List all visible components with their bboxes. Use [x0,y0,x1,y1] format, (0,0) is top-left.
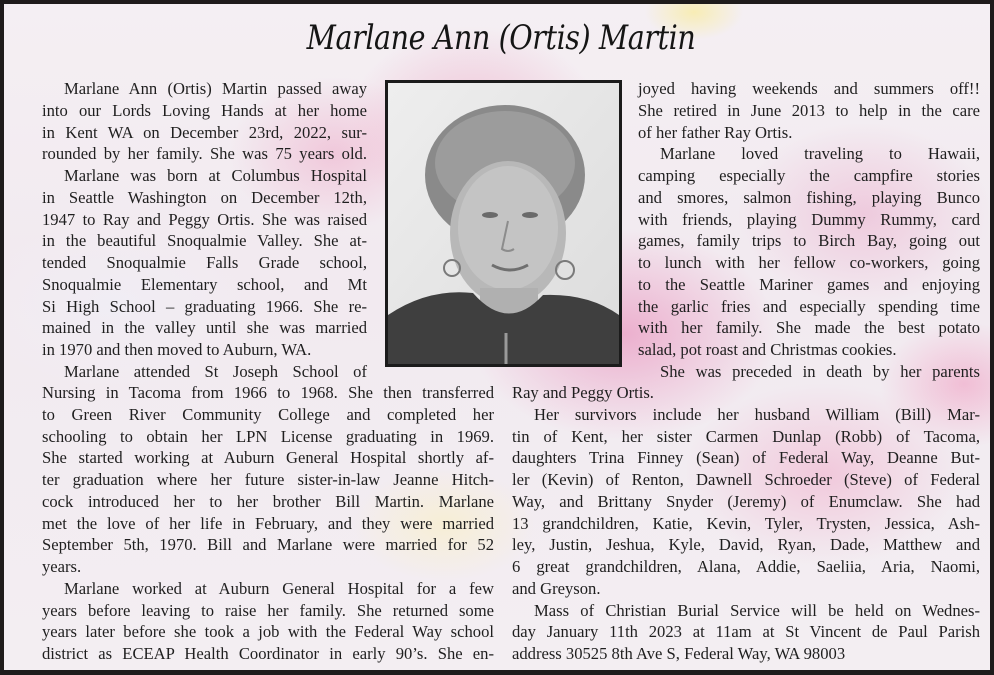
text-line: She started working at Auburn General Hospital shortly af- [42,448,494,468]
text-line: in Kent WA on December 23rd, 2022, sur- [42,122,367,142]
text-line: Ray and Peggy Ortis. [512,383,654,402]
text-line: salad, pot roast and Christmas cookies. [638,340,897,359]
text-line: schooling to obtain her LPN License graduating in 1969. [42,426,494,446]
text-line: joyed having weekends and summers off!! [638,79,980,98]
text-line: tin of Kent, her sister Carmen Dunlap (Robb) of Tacoma, [512,426,980,446]
text-line: day January 11th 2023 at 11am at St Vincent de Paul Parish [512,622,980,642]
text-line: ler (Kevin) of Renton, Dawnell Schroeder (Steve) of Federal [512,470,980,489]
text-line: Marlane Ann (Ortis) Martin passed away [64,79,367,98]
obituary-title: Marlane Ann (Ortis) Martin [306,18,696,58]
text-line: She was preceded in death by her parents [660,361,980,381]
text-line: Nursing in Tacoma from 1966 to 1968. She then transferred [42,383,494,402]
text-line: the garlic fries and especially spending time [638,296,980,316]
text-line: Her survivors include her husband William (Bill) Mar- [534,404,980,424]
text-line: to Green River Community College and completed her [42,404,494,424]
text-line: September 5th, 1970. Bill and Marlane were married for 52 [42,535,494,555]
text-line: 1947 to Ray and Peggy Ortis. She was raised [42,209,367,229]
right-column-top-text [638,78,980,383]
text-line: in Seattle Washington on December 12th, [42,187,367,207]
text-line: in the beautiful Snoqualmie Valley. She at- [42,231,367,251]
text-line: 6 great grandchildren, Alana, Addie, Saeliia, Aria, Naomi, [512,557,980,576]
text-line: met the love of her life in February, and they were married [42,513,494,533]
text-line: Si High School – graduating 1966. She re- [42,296,367,316]
text-line: Marlane loved traveling to Hawaii, [660,144,980,164]
text-line: and Greyson. [512,578,601,598]
text-line: games, family trips to Birch Bay, going out [638,231,980,251]
text-line: daughters Trina Finney (Sean) of Federal Way, Deanne But- [512,448,980,468]
text-line: Marlane was born at Columbus Hospital [64,166,367,185]
right-column-bottom-text [512,382,980,665]
text-line: years later before she took a job with the Federal Way school [42,622,494,642]
text-line: She retired in June 2013 to help in the care [638,100,980,120]
left-column-top-text [42,78,367,383]
text-line: tended Snoqualmie Falls Grade school, [42,253,367,272]
text-line: district as ECEAP Health Coordinator in early 90’s. She en- [42,644,494,663]
text-line: 13 grandchildren, Katie, Kevin, Tyler, Trysten, Jessica, Ash- [512,513,980,533]
text-line: ter graduation where her future sister-in-law Jeanne Hitch- [42,470,494,489]
text-line: with friends, playing Dummy Rummy, card [638,209,980,229]
text-line: rounded by her family. She was 75 years old. [42,144,367,164]
text-line: years. [42,557,82,576]
text-line: in 1970 and then moved to Auburn, WA. [42,340,312,359]
text-line: Marlane worked at Auburn General Hospital for a few [64,578,494,598]
text-line: address 30525 8th Ave S, Federal Way, WA 98003 [512,644,846,663]
text-line: Snoqualmie Elementary school, and Mt [42,274,367,294]
text-line: to lunch with her fellow co-workers, going [638,253,980,272]
left-column-bottom-text [42,382,494,665]
text-line: years before leaving to raise her family. She returned some [42,600,494,620]
text-line: camping especially the campfire stories [638,166,980,185]
text-line: with her family. She made the best potato [638,318,980,338]
portrait-image [388,83,619,364]
text-line: of her father Ray Ortis. [638,122,793,142]
text-line: into our Lords Loving Hands at her home [42,100,367,120]
text-line: Marlane attended St Joseph School of [64,361,367,381]
text-line: and smores, salmon fishing, playing Bunco [638,187,980,207]
text-line: to the Seattle Mariner games and enjoying [638,274,980,294]
text-line: Mass of Christian Burial Service will be held on Wednes- [534,600,980,620]
text-line: mained in the valley until she was married [42,318,367,338]
portrait-photo [385,80,622,367]
text-line: ley, Justin, Jeshua, Kyle, David, Ryan, Dade, Matthew and [512,535,980,555]
text-line: Way, and Brittany Snyder (Jeremy) of Enumclaw. She had [512,491,980,511]
text-line: cock introduced her to her brother Bill Martin. Marlane [42,491,494,511]
